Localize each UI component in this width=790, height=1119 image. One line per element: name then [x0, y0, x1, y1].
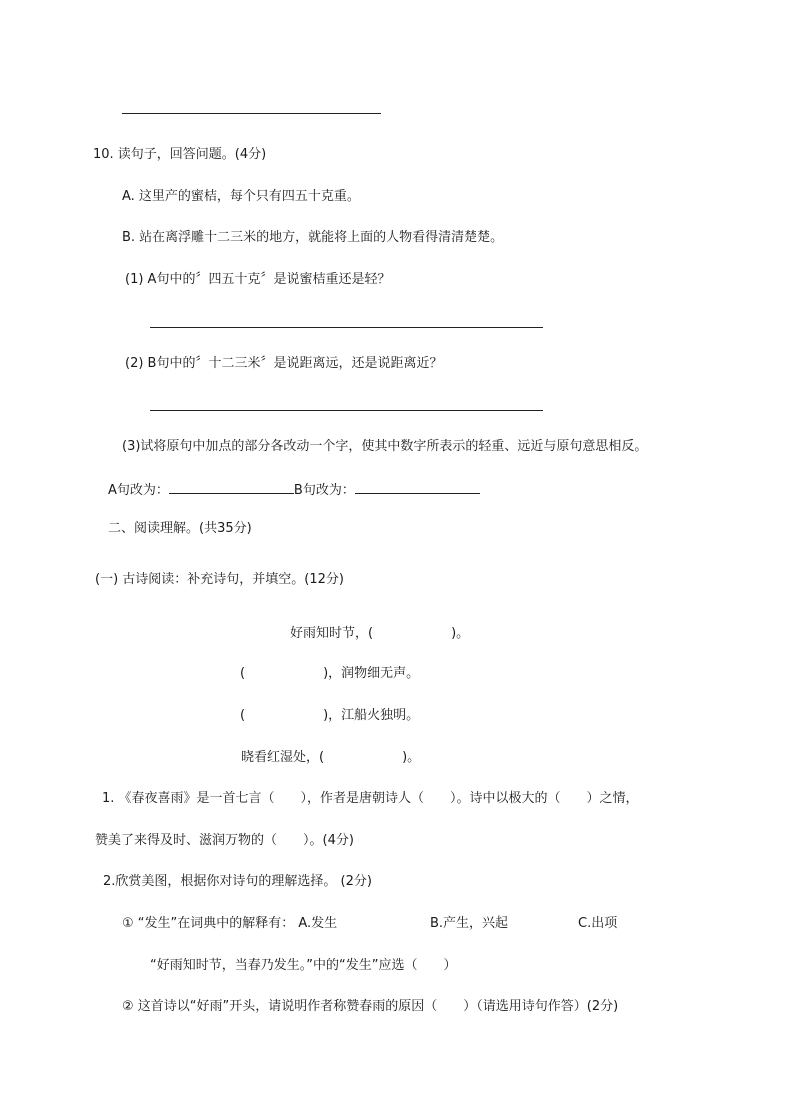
q10-sub3: (3)试将原句中加点的部分各改动一个字，使其中数字所表示的轻重、远近与原句意思相反。 — [122, 439, 648, 454]
answer-line-top[interactable] — [122, 113, 381, 114]
q10-sub1: (1) A句中的〞四五十克〞是说蜜桔重还是轻？ — [125, 272, 391, 287]
question2-option-c: C.出项 — [578, 916, 618, 931]
question1-line1: 1. 《春夜喜雨》是一首七言（ ），作者是唐朝诗人（ ）。诗中以极大的（ ）之情， — [102, 791, 639, 806]
q10-sentence-a: A. 这里产的蜜桔，每个只有四五十克重。 — [122, 189, 360, 204]
question2-option-b: B.产生，兴起 — [430, 916, 509, 931]
answer-line-sub2[interactable] — [150, 410, 543, 411]
section2-title: 二、阅读理解。(共35分) — [108, 521, 252, 536]
poem-line-4: 晓看红湿处，( )。 — [241, 750, 421, 765]
q10-sub2: (2) B句中的〞十二三米〞是说距离远，还是说距离近？ — [125, 356, 443, 371]
question2-title: 2.欣赏美图，根据你对诗句的理解选择。 (2分) — [103, 874, 372, 889]
a-change-blank[interactable] — [169, 481, 294, 494]
b-change-blank[interactable] — [355, 481, 480, 494]
q10-change-row — [108, 481, 480, 499]
question2-item2: ② 这首诗以“好雨”开头，请说明作者称赞春雨的原因（ ）（请选用诗句作答）(2分) — [122, 999, 619, 1014]
poem-line-2: ( )，润物细无声。 — [240, 666, 420, 681]
b-change-label: B句改为： — [293, 483, 355, 498]
a-change-label: A句改为： — [108, 483, 169, 498]
poem-line-3: ( )，江船火独明。 — [240, 708, 420, 723]
question2-item1: ① “发生”在词典中的解释有： A.发生 — [122, 916, 338, 931]
q10-title: 10. 读句子，回答问题。(4分) — [93, 147, 267, 162]
part1-title: (一) 古诗阅读：补充诗句，并填空。(12分) — [95, 572, 344, 587]
q10-sentence-b: B. 站在离浮雕十二三米的地方，就能将上面的人物看得清清楚楚。 — [122, 230, 504, 245]
poem-line-1: 好雨知时节，( )。 — [290, 626, 470, 641]
question1-line2: 赞美了来得及时、滋润万物的（ ）。(4分) — [95, 833, 354, 848]
question2-item1-line2: “好雨知时节，当春乃发生。”中的“发生”应选（ ） — [150, 958, 457, 973]
answer-line-sub1[interactable] — [150, 327, 543, 328]
